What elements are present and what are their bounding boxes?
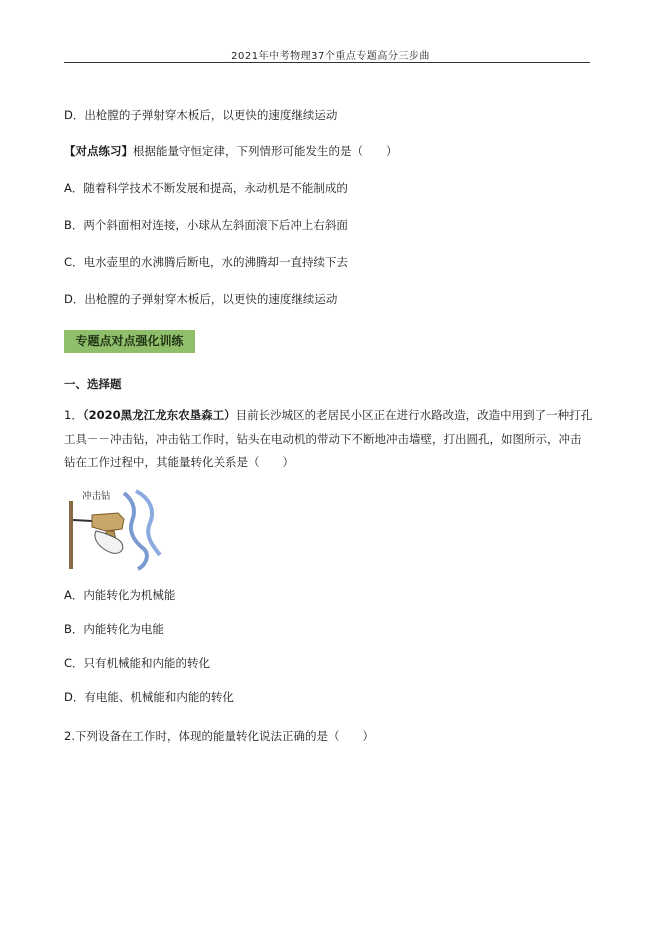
q1-option-b: B．内能转化为电能 [64,622,164,636]
header-rule [64,62,590,63]
drill-figure [66,487,162,571]
practice-tag: 【对点练习】 [64,144,133,158]
practice-stem: 根据能量守恒定律，下列情形可能发生的是（ ） [133,144,398,158]
practice-option-d: D．出枪膛的子弹射穿木板后，以更快的速度继续运动 [64,292,338,306]
drill-figure-label: 冲击钻 [82,491,111,502]
q1-option-a: A．内能转化为机械能 [64,588,176,602]
prev-option-d: D．出枪膛的子弹射穿木板后，以更快的速度继续运动 [64,108,338,122]
q1-stem-line-2: 工具－－冲击钻，冲击钻工作时，钻头在电动机的带动下不断地冲击墙壁，打出圆孔，如图所示，冲击 [64,432,582,446]
section-heading: 一、选择题 [64,377,122,391]
q1-number: 1． [64,408,83,422]
drill-body [92,513,124,531]
q1-option-d: D．有电能、机械能和内能的转化 [64,690,234,704]
practice-option-c: C．电水壶里的水沸腾后断电，水的沸腾却一直持续下去 [64,255,349,269]
q1-stem-text: 目前长沙城区的老居民小区正在进行水路改造，改造中用到了一种打孔 [235,408,593,422]
q2-stem: 2.下列设备在工作时，体现的能量转化说法正确的是（ ） [64,729,374,743]
q1-option-c: C．只有机械能和内能的转化 [64,656,211,670]
sleeve-left [124,493,147,569]
section-banner: 专题点对点强化训练 [64,330,195,353]
hammer-drill-illustration [66,487,162,571]
q1-stem-line-3: 钻在工作过程中，其能量转化关系是（ ） [64,455,294,469]
wall-edge [69,501,73,569]
practice-option-b: B．两个斜面相对连接，小球从左斜面滚下后冲上右斜面 [64,218,348,232]
q1-source: （2020黑龙江龙东农垦森工） [82,408,236,422]
practice-option-a: A．随着科学技术不断发展和提高，永动机是不能制成的 [64,181,348,195]
drill-bit [73,520,92,521]
page-header: 2021年中考物理37个重点专题高分三步曲 [231,51,430,62]
q1-stem-line-1 [64,408,592,422]
practice-question [64,144,398,158]
